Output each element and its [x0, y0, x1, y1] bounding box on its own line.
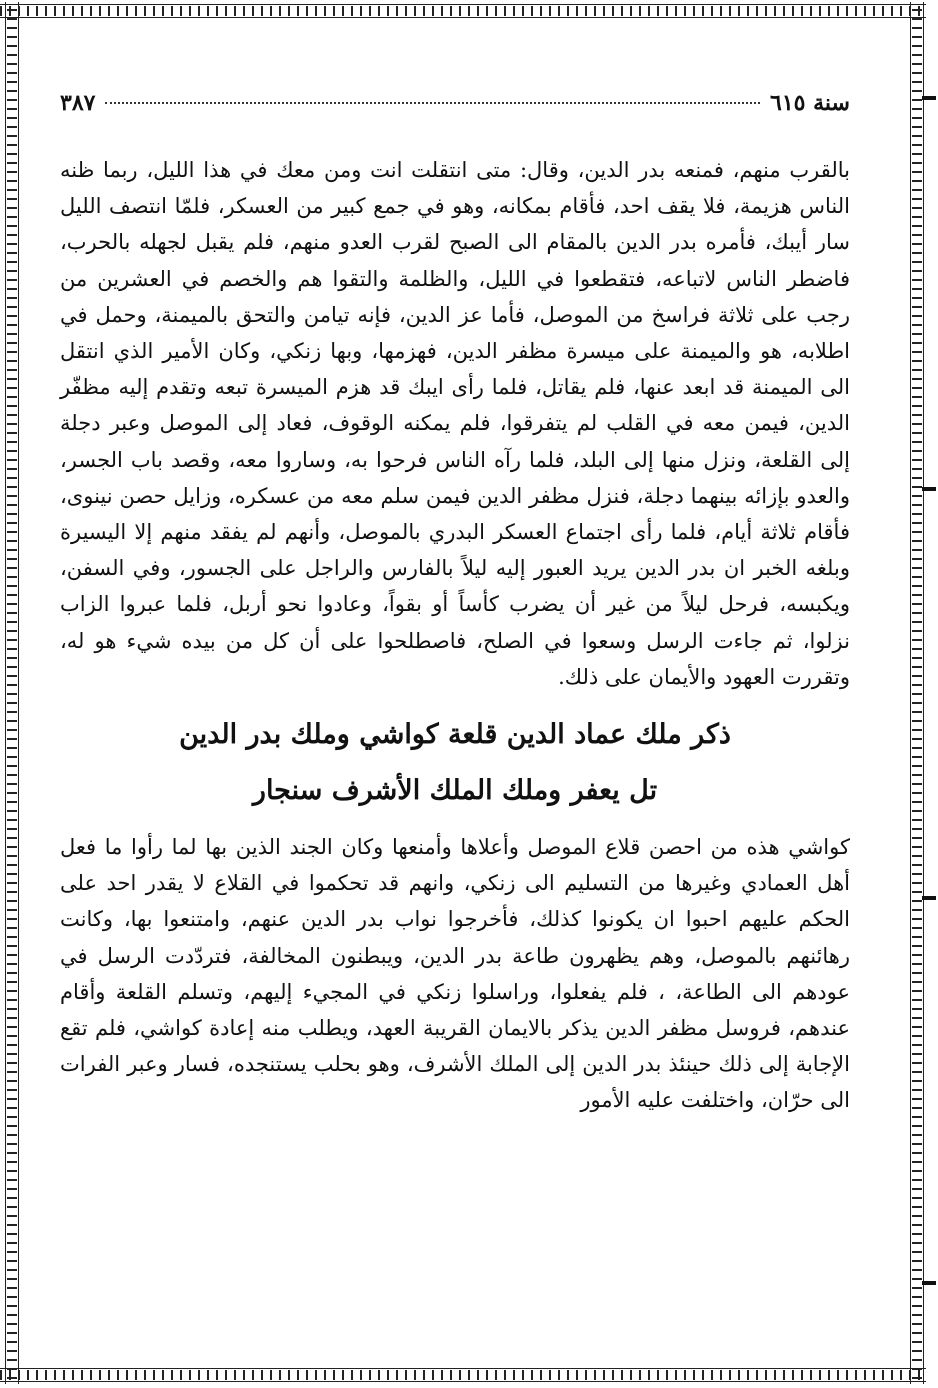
margin-tick-mark	[922, 487, 936, 491]
section-heading-line: ذكر ملك عماد الدين قلعة كواشي وملك بدر الدين	[179, 719, 731, 751]
decorative-border-bottom	[0, 1366, 926, 1384]
body-paragraph: بالقرب منهم، فمنعه بدر الدين، وقال: متى انتقلت انت ومن معك في هذا الليل، ربما ظنه الناس هزيمة، فلا يقف احد، فأقام بمكانه، وهو في جمع كبير من العسكر، فلمّا انتصف الليل سار أيبك، فأمره بدر الدين بالمقام الى الصبح لقرب العدو منهم، فلم يقبل لجهله بالحرب، فاضطر الناس لاتباعه، فتقطعوا في الليل، والظلمة والتقوا هم والخصم في العشرين من رجب على ثلاثة فراسخ من الموصل، فأما عز الدين، فإنه تيامن والتحق بالميمنة، وحمل في اطلابه، هو والميمنة على ميسرة مظفر الدين، فهزمها، وبها زنكي، وكان الأمير الذي انتقل الى الميمنة قد ابعد عنها، فلم يقاتل، فلما رأى ايبك قد هزم الميسرة تبعه وتقدم إليه مظفّر الدين، فيمن معه في القلب لم يتفرقوا، فلم يمكنه الوقوف، فعاد إلى الموصل وعبر دجلة إلى القلعة، ونزل منها إلى البلد، فلما رآه الناس فرحوا به، وساروا معه، وقصد باب الجسر، والعدو بإزائه بينهما دجلة، فنزل مظفر الدين فيمن سلم معه من عسكره، وزايل حصن نينوى، فأقام ثلاثة أيام، فلما رأى اجتماع العسكر البدري بالموصل، وأنهم لم يفقد منهم إلا اليسيرة وبلغه الخبر ان بدر الدين يريد العبور إليه ليلاً بالفارس والراجل على الجسور، وفي السفن، ويكبسه، فرحل ليلاً من غير أن يضرب كأساً أو بقواً، وعادوا نحو أربل، فلما عبروا الزاب نزلوا، ثم جاءت الرسل وسعوا في الصلح، فاصطلحوا على أن كل من بيده شيء هو له، وتقررت العهود والأيمان على ذلك.	[60, 158, 850, 689]
section-heading	[60, 707, 850, 819]
margin-tick-mark	[922, 96, 936, 100]
margin-tick-mark	[922, 1281, 936, 1285]
decorative-border-right	[908, 2, 926, 1384]
header-year: سنة ٦١٥	[770, 90, 850, 116]
header-dot-leader	[105, 102, 760, 104]
section-heading-line: تل يعفر وملك الملك الأشرف سنجار	[252, 775, 658, 807]
body-paragraph: كواشي هذه من احصن قلاع الموصل وأعلاها وأمنعها وكان الجند الذين بها لما رأوا ما فعل أهل العمادي وغيرها من التسليم الى زنكي، وانهم قد تحكموا في القلاع لا يقدر احد على الحكم عليهم احبوا ان يكونوا كذلك، فأخرجوا نواب بدر الدين عنهم، وامتنعوا بها، وكانت رهائنهم بالموصل، وهم يظهرون طاعة بدر الدين، ويبطنون المخالفة، فتردّدت الرسل في عودهم الى الطاعة، ، فلم يفعلوا، وراسلوا زنكي في المجيء إليهم، وتسلم القلعة وأقام عندهم، فروسل مظفر الدين يذكر بالايمان القريبة العهد، ويطلب منه إعادة كواشي، فلم تقع الإجابة إلى ذلك حينئذ بدر الدين إلى الملك الأشرف، وهو بحلب يستنجده، فسار وعبر الفرات الى حرّان، واختلفت عليه الأمور	[60, 835, 850, 1113]
page-number: ٣٨٧	[60, 90, 96, 116]
margin-tick-mark	[922, 896, 936, 900]
decorative-border-top	[0, 2, 926, 20]
decorative-border-left	[3, 2, 21, 1384]
running-header	[60, 90, 850, 130]
book-page	[60, 90, 850, 1119]
